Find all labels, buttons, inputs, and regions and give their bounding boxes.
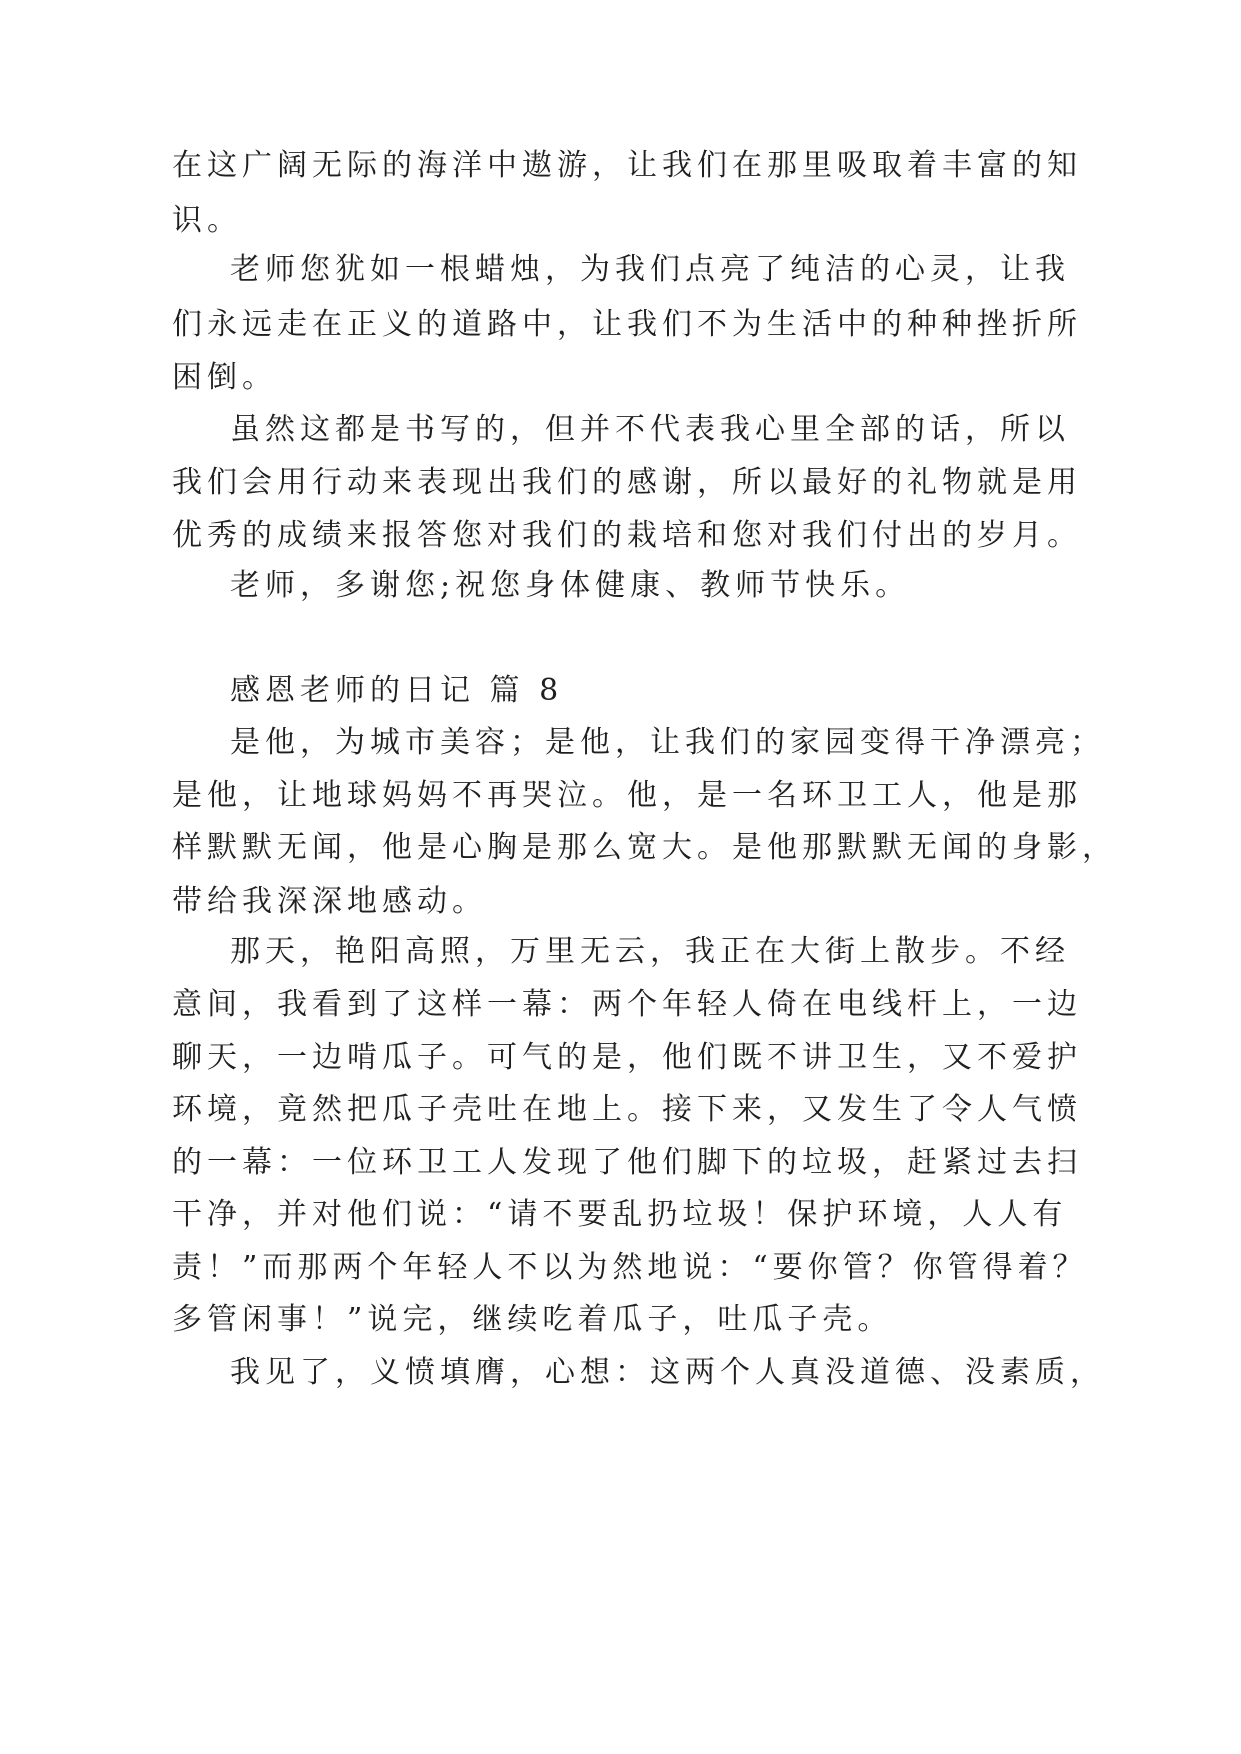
text-line: 是他，为城市美容；是他，让我们的家园变得干净漂亮； [230,725,1105,760]
text-line: 我们会用行动来表现出我们的感谢，所以最好的礼物就是用 [172,465,1082,500]
text-line: 虽然这都是书写的，但并不代表我心里全部的话，所以 [230,412,1070,447]
text-line: 意间，我看到了这样一幕：两个年轻人倚在电线杆上，一边 [172,987,1082,1022]
text-line: 老师，多谢您;祝您身体健康、教师节快乐。 [230,568,911,603]
text-line: 环境，竟然把瓜子壳吐在地上。接下来，又发生了令人气愤 [172,1092,1082,1127]
text-line: 样默默无闻，他是心胸是那么宽大。是他那默默无闻的身影， [172,830,1117,865]
text-line: 是他，让地球妈妈不再哭泣。他，是一名环卫工人，他是那 [172,778,1082,813]
text-line: 那天，艳阳高照，万里无云，我正在大街上散步。不经 [230,934,1070,969]
text-line: 责！”而那两个年轻人不以为然地说：“要你管？你管得着？ [172,1250,1088,1285]
text-line: 困倒。 [172,360,277,395]
text-line: 多管闲事！”说完，继续吃着瓜子，吐瓜子壳。 [172,1302,893,1337]
text-line: 老师您犹如一根蜡烛，为我们点亮了纯洁的心灵，让我 [230,252,1070,287]
text-line: 干净，并对他们说：“请不要乱扔垃圾！保护环境，人人有 [172,1197,1068,1232]
text-line: 聊天，一边啃瓜子。可气的是，他们既不讲卫生，又不爱护 [172,1040,1082,1075]
text-line: 我见了，义愤填膺，心想：这两个人真没道德、没素质， [230,1355,1105,1390]
text-line: 优秀的成绩来报答您对我们的栽培和您对我们付出的岁月。 [172,518,1082,553]
text-line: 的一幕：一位环卫工人发现了他们脚下的垃圾，赶紧过去扫 [172,1145,1082,1180]
text-line: 们永远走在正义的道路中，让我们不为生活中的种种挫折所 [172,307,1082,342]
section-heading: 感恩老师的日记 篇 8 [230,673,564,708]
text-line: 识。 [172,203,242,238]
text-line: 在这广阔无际的海洋中遨游，让我们在那里吸取着丰富的知 [172,148,1082,183]
text-line: 带给我深深地感动。 [172,884,487,919]
